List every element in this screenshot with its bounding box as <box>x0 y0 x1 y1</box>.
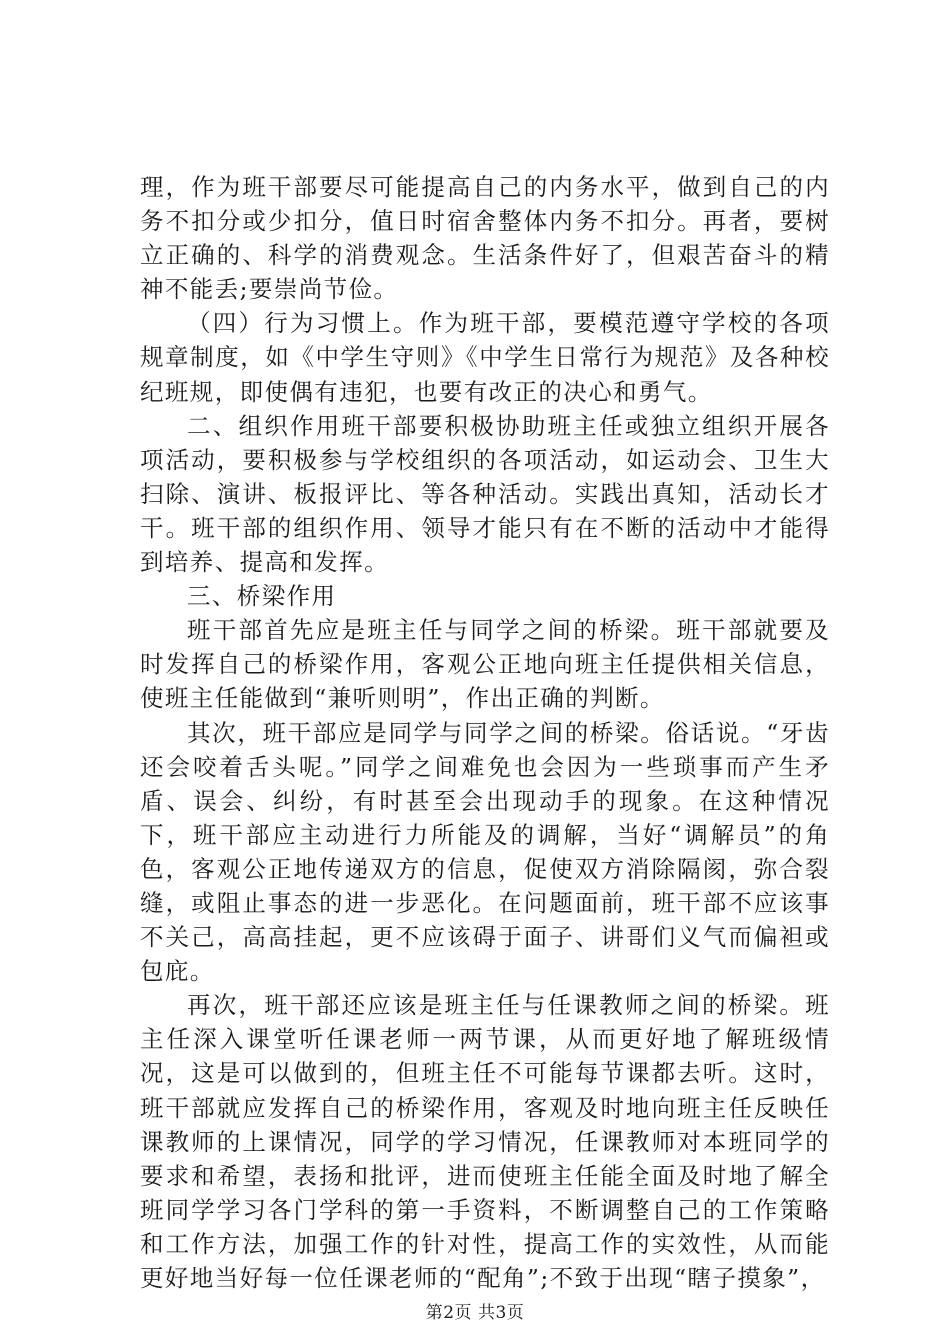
document-body <box>140 170 830 1295</box>
section-heading: 三、桥梁作用 <box>187 582 337 611</box>
paragraph-1: 理，作为班干部要尽可能提高自己的内务水平，做到自己的内务不扣分或少扣分，值日时宿舍整体内务不扣分。再者，要树立正确的、科学的消费观念。生活条件好了，但艰苦奋斗的精神不能丢;要崇尚节俭。 <box>140 173 830 304</box>
paragraph-6: 再次，班干部还应该是班主任与任课教师之间的桥梁。班主任深入课堂听任课老师一两节课，从而更好地了解班级情况，这是可以做到的，但班主任不可能每节课都去听。这时，班干部就应发挥自己的桥梁作用，客观及时地向班主任反映任课教师的上课情况，同学的学习情况，任课教师对本班同学的要求和希望，表扬和批评，进而使班主任能全面及时地了解全班同学学习各门学科的第一手资料，不断调整自己的工作策略和工作方法，加强工作的针对性，提高工作的实效性，从而能更好地当好每一位任课老师的“配角”;不致于出现“瞎子摸象”， <box>140 991 830 1292</box>
paragraph-2: （四）行为习惯上。作为班干部，要模范遵守学校的各项规章制度，如《中学生守则》《中学生日常行为规范》及各种校纪班规，即使偶有违犯，也要有改正的决心和勇气。 <box>140 309 830 406</box>
page-number-footer: 第2页 共3页 <box>425 1303 525 1323</box>
paragraph-5: 其次，班干部应是同学与同学之间的桥梁。俗话说。“牙齿还会咬着舌头呢。”同学之间难免也会因为一些琐事而产生矛盾、误会、纠纷，有时甚至会出现动手的现象。在这种情况下，班干部应主动进行力所能及的调解，当好“调解员”的角色，客观公正地传递双方的信息，促使双方消除隔阂，弥合裂缝，或阻止事态的进一步恶化。在问题面前，班干部不应该事不关己，高高挂起，更不应该碍于面子、讲哥们义气而偏袒或包庇。 <box>140 718 830 986</box>
paragraph-3: 二、组织作用班干部要积极协助班主任或独立组织开展各项活动，要积极参与学校组织的各项活动，如运动会、卫生大扫除、演讲、板报评比、等各种活动。实践出真知，活动长才干。班干部的组织作用、领导才能只有在不断的活动中才能得到培养、提高和发挥。 <box>140 411 830 577</box>
paragraph-4: 班干部首先应是班主任与同学之间的桥梁。班干部就要及时发挥自己的桥梁作用，客观公正地向班主任提供相关信息，使班主任能做到“兼听则明”，作出正确的判断。 <box>140 616 830 713</box>
